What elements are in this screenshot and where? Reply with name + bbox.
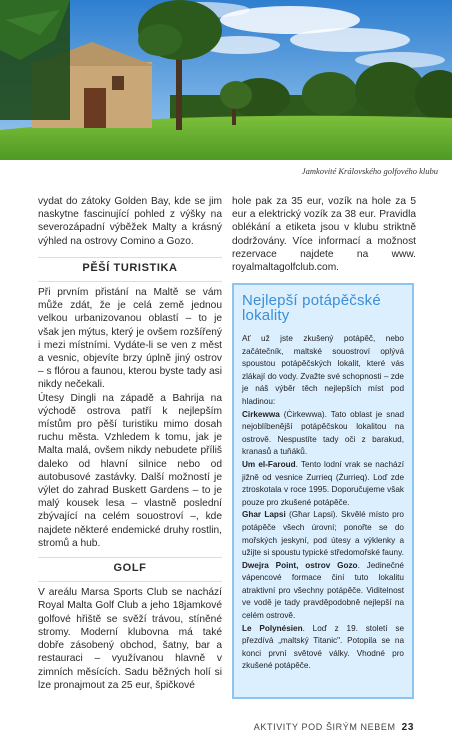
dive-site-name: Um el-Faroud	[242, 459, 296, 469]
page-number: 23	[401, 722, 414, 733]
hiking-paragraph-1: Při prvním přistání na Maltě se vám může zdát, že je celá země jednou velkou urbanizovanou oblastí – to je však jen mýtus, který je ovšem rozšířený i mezi místními. Vydáte-li se ven z měst a vesnic, objevíte brzy úplně jiný ostrov – s flórou a faunou, kterou byste tady asi nikdy nečekali.	[38, 287, 222, 391]
diving-sidebar-box	[232, 283, 414, 699]
golf-heading: GOLF	[38, 562, 222, 580]
dive-site-name: Ghar Lapsi	[242, 510, 286, 520]
right-column	[232, 195, 416, 274]
dive-site-name: Cirkewwa	[242, 409, 280, 419]
hiking-paragraph-2: Útesy Dingli na západě a Bahrija na východě ostrova patří k nejlepším místům pro pěší turistiku mimo dosah ruchu města. Vzhledem k tomu, jak je Malta malá, ovšem nikdy nebudete příliš daleko od hlavní silnice nebo od autobusové zastávky. Další možností je výlet do zahrad Buskett Gardens – to je malý kousek lesa – vlastně poslední zbývající na celém souostroví –, kde najdete některé endemické druhy rostlin, stromů a hub.	[38, 392, 222, 549]
dive-site-text: . Jedinečné vápencové formace činí tuto lokalitu atraktivní pro všechny potápěče. Viditelnost ve vodě je tady pravděpodobně nejlepší na celém ostrově.	[242, 560, 404, 621]
dive-site-name: Le Polynésien	[242, 623, 303, 633]
golf-paragraph-1: V areálu Marsa Sports Club se nachází Royal Malta Golf Club a jeho 18jamkové golfové hřiště se svěží trávou, stíněné stromy. Moderní klubovna má také dobře zásobený obchod, šatny, bar a restauraci – využívanou hlavně v zimních měsících. Sadu běžných holí si lze pronajmout za 25 eur, špičkové	[38, 587, 222, 691]
dive-site-text: (Ċirkewwa). Tato oblast je snad nejoblíbenější potápěčskou lokalitou na ostrově. Nespustíte tady oči z barakud, kranasů a tuňáků.	[242, 409, 404, 457]
golf-paragraph-continued: hole pak za 35 eur, vozík na hole za 5 eur a elektrický vozík za 38 eur. Pravidla oblékání a etiketa jsou v klubu striktně dodržovány. Více informací a možnost rezervace najdete na www. royalmaltagolfclub.com.	[232, 196, 416, 274]
photo-caption: Jamkovité Královského golfového klubu	[301, 166, 438, 176]
intro-paragraph: vydat do zátoky Golden Bay, kde se jim naskytne fascinující pohled z výšky na severozápadní výběžek Malty a krásný výhled na ostrovy Comino a Gozo.	[38, 196, 222, 247]
diving-intro: Ať už jste zkušený potápěč, nebo začátečník, maltské souostroví oplývá spoustou potápěčských lokalit, které vás zlákají do vody. Zvažte své schopnosti – zde je náš výběr těch nejlepších míst pod hladinou:	[242, 334, 404, 406]
hiking-heading: PĚŠÍ TURISTIKA	[38, 262, 222, 280]
dive-site-text: . Tento lodní vrak se nachází jižně od vesnice Zurrieq (Żurrieq). Loď zde ztroskotala v roce 1995. Doporučujeme však pouze pro zkušené potápěče.	[242, 459, 404, 507]
golf-course-photo	[0, 0, 452, 160]
diving-box-title: Nejlepší potápěčské lokality	[242, 292, 381, 324]
left-column	[38, 195, 222, 692]
footer-section-name: AKTIVITY POD ŠIRÝM NEBEM	[253, 722, 396, 732]
diving-box-text	[242, 333, 404, 673]
page-footer	[254, 722, 414, 733]
dive-site-text: (Għar Lapsi). Skvělé místo pro potápěče všech úrovní; ponořte se do mořských jeskyní, pod útesy a výklenky a užijte si spoustu typické středomořské fauny.	[242, 510, 404, 558]
dive-site-name: Dwejra Point, ostrov Gozo	[242, 560, 358, 570]
dive-site-text: . Loď z 19. století se přezdívá „maltský Titanic". Potopila se na konci první světové války. Vhodné pro zkušené potápěče.	[242, 623, 404, 671]
